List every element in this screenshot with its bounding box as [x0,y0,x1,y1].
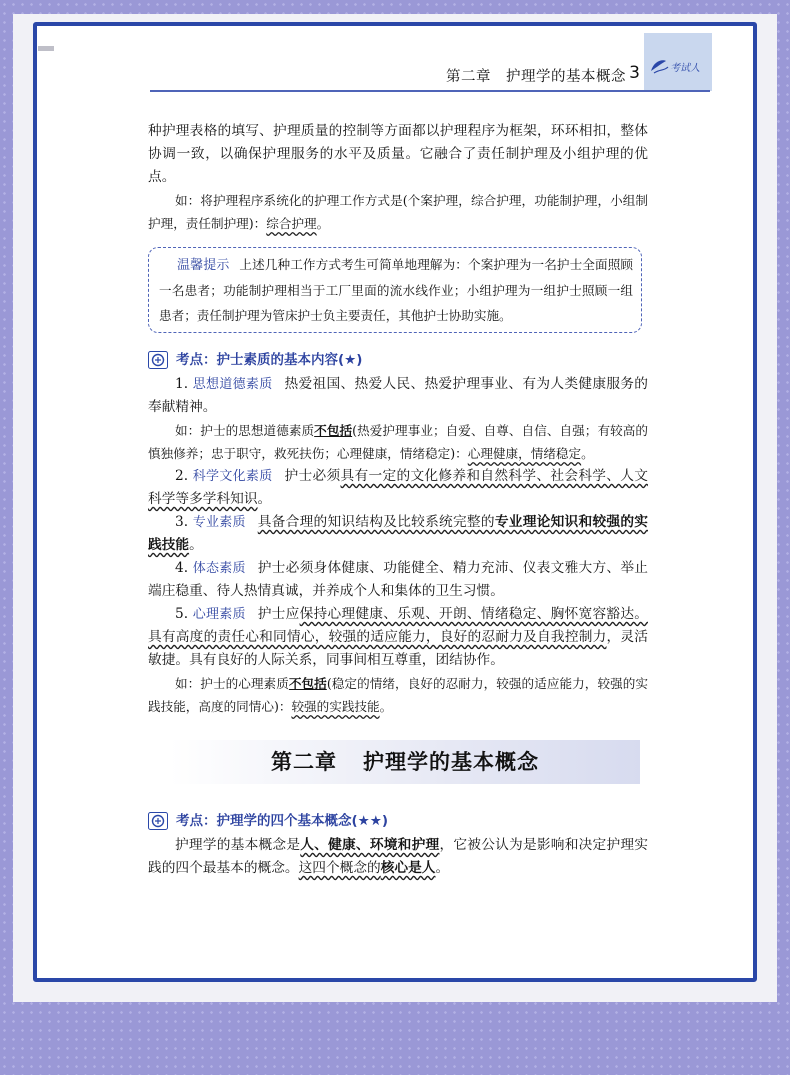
term-psychological-quality: 心理素质 [192,607,246,622]
chapter-heading [170,740,640,784]
term-physical-quality: 体态素质 [192,561,246,576]
key-point-heading-1 [148,347,648,373]
quality-item-4: 4. 体态素质 护士必须身体健康、功能健全、精力充沛、仪表文雅大方、举止端庄稳重、待人热情真诚，并养成个人和集体的卫生习惯。 [148,560,648,599]
example-question-2: 如：护士的思想道德素质不包括(热爱护理事业；自爱、自尊、自信、自强；有较高的慎独修养；忠于职守，救死扶伤；心理健康，情绪稳定)：心理健康，情绪稳定。 [148,423,649,461]
chapter-title: 护理学的基本概念 [363,749,539,774]
quality-item-3: 3. 专业素质 具备合理的知识结构及比较系统完整的专业理论知识和较强的实践技能。 [148,514,648,553]
example-question-1: 如：将护理程序系统化的护理工作方式是(个案护理，综合护理，功能制护理，小组制护理，责任制护理)：综合护理。 [148,193,648,231]
header-chapter-title: 第二章 护理学的基本概念 [446,69,626,85]
example-answer-3: 较强的实践技能 [291,699,380,714]
key-point-title-1: 考点：护士素质的基本内容(★) [176,351,363,368]
quality-item-1: 1. 思想道德素质 热爱祖国、热爱人民、热爱护理事业、有为人类健康服务的奉献精神。 [148,376,648,415]
key-point-icon [148,812,168,830]
paragraph-four-concepts: 护理学的基本概念是人、健康、环境和护理，它被公认为是影响和决定护理实践的四个最基本的概念。这四个概念的核心是人。 [148,837,648,876]
page-content [148,120,648,880]
chapter-number: 第二章 [271,749,337,774]
tip-box [148,247,642,333]
term-moral-quality: 思想道德素质 [192,377,273,392]
key-point-title-2: 考点：护理学的四个基本概念(★★) [176,812,389,829]
page-number: 3 [629,63,640,83]
tip-title: 温馨提示 [177,258,230,273]
key-point-icon [148,351,168,369]
running-header [150,62,710,92]
term-professional-quality: 专业素质 [192,515,246,530]
example-question-3: 如：护士的心理素质不包括(稳定的情绪，良好的忍耐力，较强的适应能力，较强的实践技能，高度的同情心)：较强的实践技能。 [148,676,648,714]
example-answer-2: 心理健康，情绪稳定 [467,446,582,461]
paragraph-nursing-process: 种护理表格的填写、护理质量的控制等方面都以护理程序为框架，环环相扣，整体协调一致，以确保护理服务的水平及质量。它融合了责任制护理及小组护理的优点。 [148,123,648,185]
example-answer-1: 综合护理 [266,216,317,231]
page-edge-mark [38,46,54,51]
quality-item-2: 2. 科学文化素质 护士必须具有一定的文化修养和自然科学、社会科学、人文科学等多学科知识。 [148,468,648,507]
logo-text: 考试人 [670,63,700,74]
tip-text: 上述几种工作方式考生可简单地理解为：个案护理为一名护士全面照顾一名患者；功能制护理相当于工厂里面的流水线作业；小组护理为一组护士照顾一组患者；责任制护理为管床护士负主要责任，其他护士协助实施。 [159,257,633,323]
key-point-heading-2 [148,808,648,834]
term-science-culture: 科学文化素质 [192,469,273,484]
quality-item-5: 5. 心理素质 护士应保持心理健康、乐观、开朗、情绪稳定、胸怀宽容豁达。具有高度的责任心和同情心，较强的适应能力，良好的忍耐力及自我控制力，灵活敏捷。具有良好的人际关系，同事间相互尊重，团结协作。 [148,606,648,668]
